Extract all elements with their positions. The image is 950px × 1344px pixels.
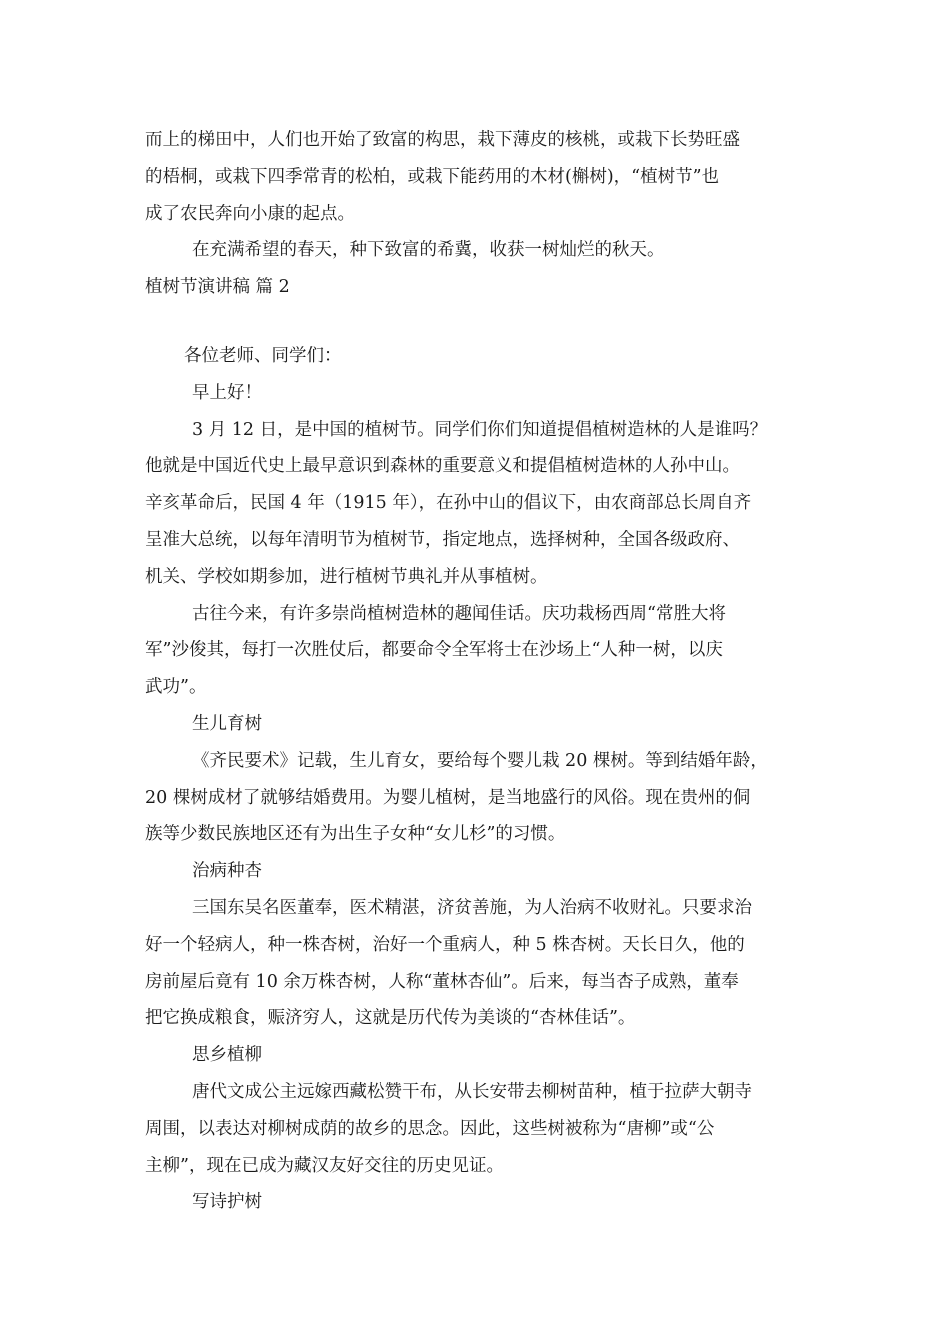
subsection-title: 写诗护树 (192, 1192, 262, 1213)
paragraph-line: 武功”。 (145, 677, 207, 698)
subsection-title: 思乡植柳 (192, 1045, 262, 1066)
subsection-title: 生儿育树 (192, 713, 262, 734)
subsection-title: 治病种杏 (192, 861, 262, 882)
paragraph-line: 辛亥革命后，民国 4 年（1915 年），在孙中山的倡议下，由农商部总长周自齐 (145, 493, 752, 514)
paragraph-line: 3 月 12 日，是中国的植树节。同学们你们知道提倡植树造林的人是谁吗？ (192, 419, 768, 440)
paragraph-line: 20 棵树成材了就够结婚费用。为婴儿植树，是当地盛行的风俗。现在贵州的侗 (145, 787, 751, 808)
paragraph-line: 好一个轻病人，种一株杏树，治好一个重病人，种 5 株杏树。天长日久，他的 (145, 934, 745, 955)
greeting: 各位老师、同学们： (184, 345, 342, 366)
paragraph-line: 古往今来，有许多崇尚植树造林的趣闻佳话。庆功栽杨西周“常胜大将 (192, 603, 726, 624)
paragraph-line: 主柳”，现在已成为藏汉友好交往的历史见证。 (145, 1155, 504, 1176)
salutation: 早上好！ (192, 382, 262, 403)
paragraph-line: 机关、学校如期参加，进行植树节典礼并从事植树。 (145, 566, 548, 587)
paragraph-line: 呈准大总统，以每年清明节为植树节，指定地点，选择树种，全国各级政府、 (145, 529, 740, 550)
paragraph-line: 三国东吴名医董奉，医术精湛，济贫善施，为人治病不收财礼。只要求治 (192, 897, 752, 918)
paragraph-line: 《齐民要术》记载，生儿育女，要给每个婴儿栽 20 棵树。等到结婚年龄， (192, 750, 768, 771)
paragraph-line: 而上的梯田中，人们也开始了致富的构思，栽下薄皮的核桃，或栽下长势旺盛 (145, 130, 740, 150)
paragraph-line: 房前屋后竟有 10 余万株杏树，人称“董林杏仙”。后来，每当杏子成熟，董奉 (145, 971, 739, 992)
paragraph-line: 在充满希望的春天，种下致富的希冀，收获一树灿烂的秋天。 (192, 240, 665, 261)
paragraph-line: 成了农民奔向小康的起点。 (145, 203, 355, 224)
paragraph-line: 唐代文成公主远嫁西藏松赞干布，从长安带去柳树苗种，植于拉萨大朝寺 (192, 1081, 752, 1102)
paragraph-line: 周围，以表达对柳树成荫的故乡的思念。因此，这些树被称为“唐柳”或“公 (145, 1118, 715, 1139)
paragraph-line: 军”沙俊其，每打一次胜仗后，都要命令全军将士在沙场上“人种一树，以庆 (145, 640, 723, 661)
paragraph-line: 的梧桐，或栽下四季常青的松柏，或栽下能药用的木材(槲树)，“植树节”也 (145, 166, 720, 187)
document-page (145, 122, 815, 1221)
paragraph-line: 族等少数民族地区还有为出生子女种“女儿杉”的习惯。 (145, 824, 566, 845)
section-heading: 植树节演讲稿 篇 2 (145, 277, 290, 298)
paragraph-line: 把它换成粮食，赈济穷人，这就是历代传为美谈的“杏林佳话”。 (145, 1008, 636, 1029)
paragraph-line: 他就是中国近代史上最早意识到森林的重要意义和提倡植树造林的人孙中山。 (145, 456, 740, 477)
